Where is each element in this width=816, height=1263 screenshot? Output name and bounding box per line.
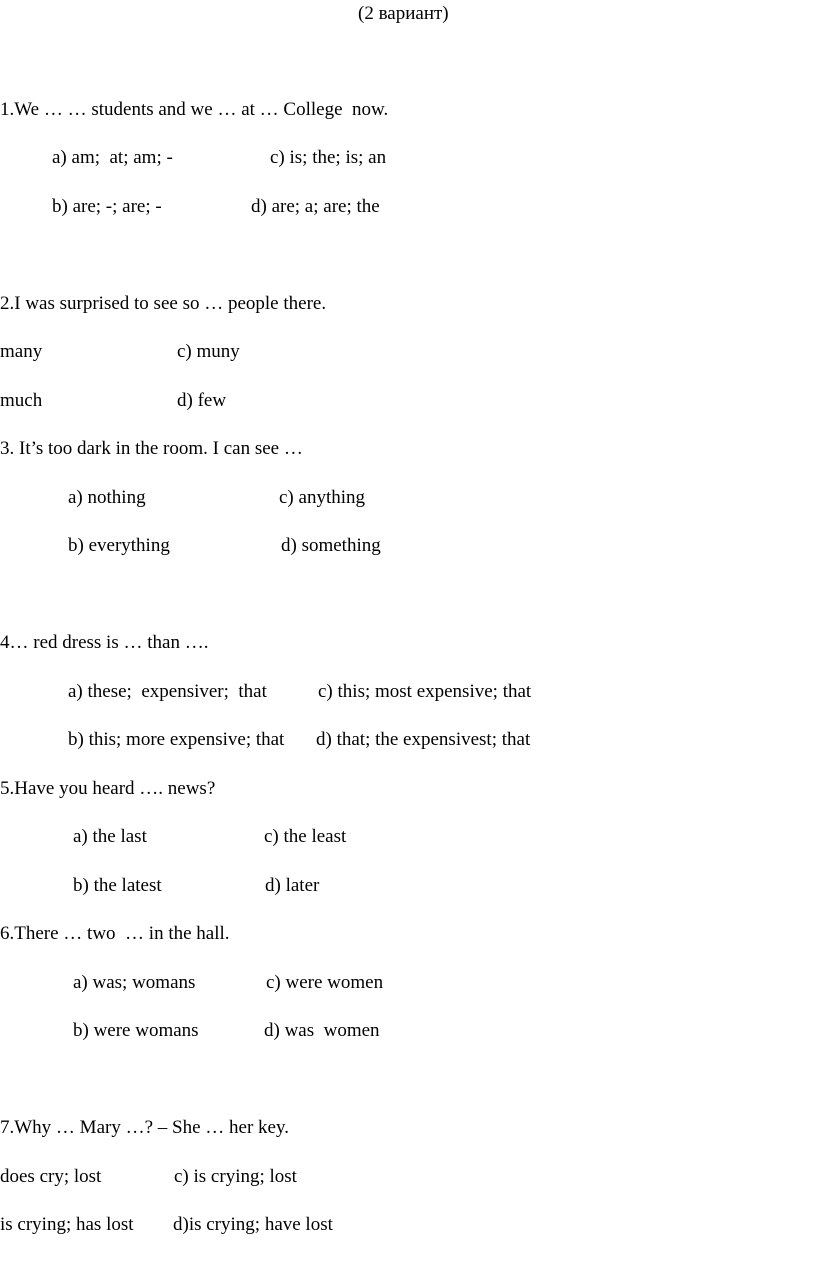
option-c: c) is; the; is; an: [270, 147, 387, 168]
option-b: b) the latest: [73, 875, 162, 896]
option-d: d) that; the expensivest; that: [316, 729, 531, 750]
question-text: 6.There … two … in the hall.: [0, 923, 230, 944]
option-b: b) were womans: [73, 1020, 199, 1041]
option-c: c) this; most expensive; that: [318, 681, 532, 702]
option-c: c) muny: [177, 341, 240, 362]
option-a: a) nothing: [68, 487, 146, 508]
option-b: b) this; more expensive; that: [68, 729, 285, 750]
variant-header: (2 вариант): [358, 3, 449, 24]
option-c: c) the least: [264, 826, 347, 847]
option-b: much: [0, 390, 43, 411]
option-d: d) was women: [264, 1020, 380, 1041]
question-text: 5.Have you heard …. news?: [0, 778, 216, 799]
question-text: 7.Why … Mary …? – She … her key.: [0, 1117, 289, 1138]
question-text: 2.I was surprised to see so … people there.: [0, 293, 327, 314]
option-b: is crying; has lost: [0, 1214, 134, 1235]
option-a: does cry; lost: [0, 1166, 102, 1187]
option-d: d) something: [281, 535, 381, 556]
option-c: c) is crying; lost: [174, 1166, 297, 1187]
option-a: a) the last: [73, 826, 147, 847]
question-text: 4… red dress is … than ….: [0, 632, 209, 653]
option-a: a) was; womans: [73, 972, 196, 993]
option-b: b) everything: [68, 535, 170, 556]
option-d: d)is crying; have lost: [173, 1214, 333, 1235]
question-text: 1.We … … students and we … at … College now.: [0, 99, 389, 120]
option-d: d) later: [265, 875, 320, 896]
question-text: 3. It’s too dark in the room. I can see …: [0, 438, 303, 459]
option-d: d) few: [177, 390, 227, 411]
option-c: c) anything: [279, 487, 366, 508]
option-b: b) are; -; are; -: [52, 196, 162, 217]
option-a: many: [0, 341, 43, 362]
option-a: a) am; at; am; -: [52, 147, 173, 168]
option-a: a) these; expensiver; that: [68, 681, 267, 702]
option-d: d) are; a; are; the: [251, 196, 380, 217]
option-c: c) were women: [266, 972, 384, 993]
